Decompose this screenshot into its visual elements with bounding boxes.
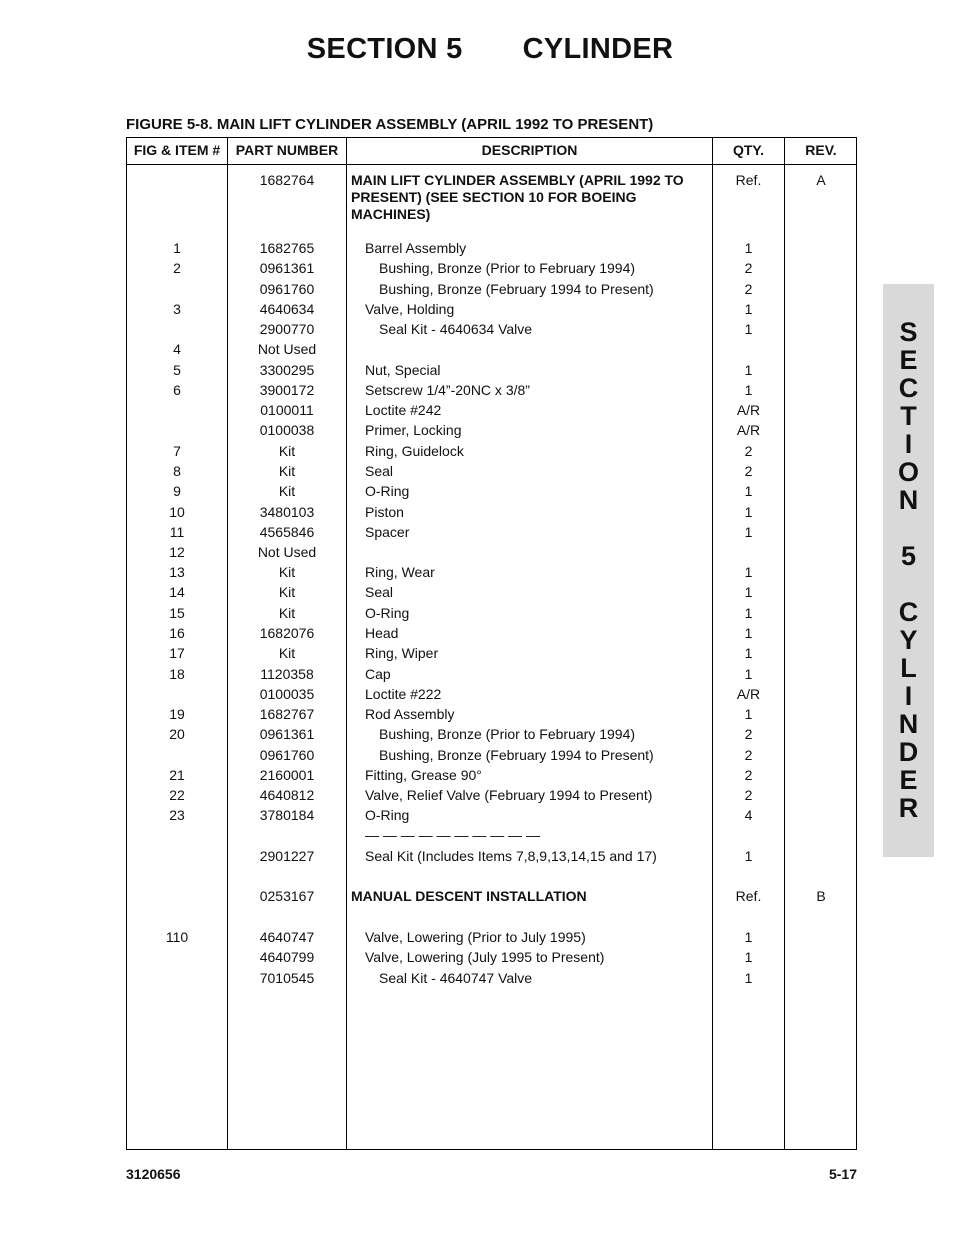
fig-item-cell: 3 <box>173 301 181 317</box>
qty-cell: 1 <box>744 970 753 986</box>
part-number-cell: Kit <box>278 463 296 479</box>
qty-cell: 1 <box>744 605 753 621</box>
side-tab-letter: S <box>899 317 918 347</box>
fig-item-cell: 23 <box>169 807 185 823</box>
qty-cell: 1 <box>744 929 753 945</box>
side-tab-letter: I <box>904 681 913 711</box>
doc-number: 3120656 <box>126 1166 181 1182</box>
fig-item-cell: 20 <box>169 726 185 742</box>
page-number: 5-17 <box>828 1166 857 1182</box>
part-number-cell: 1682767 <box>259 706 315 722</box>
side-tab-letter: L <box>900 653 917 683</box>
part-number-cell: 0961760 <box>259 281 315 297</box>
part-number-cell: 4565846 <box>259 524 315 540</box>
part-number-cell: 3300295 <box>259 362 315 378</box>
side-tab-letter: C <box>898 597 919 627</box>
table-row <box>127 504 856 524</box>
side-tab-letter: E <box>899 765 918 795</box>
part-number-cell: 0961361 <box>259 726 315 742</box>
part-number-cell: 0253167 <box>259 888 315 904</box>
table-row <box>127 402 856 422</box>
qty-cell: 1 <box>744 362 753 378</box>
description-cell: Seal Kit - 4640747 Valve <box>379 970 533 986</box>
fig-item-cell: 11 <box>169 524 185 540</box>
qty-cell: 1 <box>744 382 753 398</box>
description-cell: — — — — — — — — — — <box>365 827 541 843</box>
part-number-cell: 4640812 <box>259 787 315 803</box>
part-number-cell: 3480103 <box>259 504 315 520</box>
qty-cell: 4 <box>744 807 753 823</box>
part-number-cell: 4640747 <box>259 929 315 945</box>
description-cell: Seal <box>365 463 394 479</box>
qty-cell: 1 <box>744 301 753 317</box>
qty-cell: 2 <box>744 281 753 297</box>
description-cell: Valve, Lowering (Prior to July 1995) <box>365 929 586 945</box>
table-row <box>127 240 856 260</box>
description-cell: Barrel Assembly <box>365 240 467 256</box>
part-number-cell: 0100011 <box>260 402 314 418</box>
table-row <box>127 382 856 402</box>
description-cell: Setscrew 1/4”-20NC x 3/8” <box>365 382 530 398</box>
fig-item-cell: 8 <box>173 463 181 479</box>
table-row <box>127 767 856 787</box>
table-row <box>127 888 856 908</box>
table-row <box>127 605 856 625</box>
description-cell: Nut, Special <box>365 362 441 378</box>
figure-title: FIGURE 5-8. MAIN LIFT CYLINDER ASSEMBLY (APRIL 1992 TO PRESENT) <box>126 116 654 133</box>
description-cell: Rod Assembly <box>365 706 455 722</box>
qty-cell: 2 <box>744 767 753 783</box>
header-rev: REV. <box>805 142 837 158</box>
header-description: DESCRIPTION <box>481 142 578 158</box>
part-number-cell: Kit <box>278 605 296 621</box>
description-cell: Ring, Wear <box>365 564 435 580</box>
description-cell: Seal Kit (Includes Items 7,8,9,13,14,15 and 17) <box>365 848 657 864</box>
table-row <box>127 544 856 564</box>
description-cell: O-Ring <box>365 807 410 823</box>
header-fig-item: FIG & ITEM # <box>133 142 221 158</box>
table-row <box>127 524 856 544</box>
qty-cell: 1 <box>744 666 753 682</box>
fig-item-cell: 14 <box>169 584 185 600</box>
table-row <box>127 645 856 665</box>
description-cell: Fitting, Grease 90° <box>365 767 482 783</box>
part-number-cell: 4640799 <box>259 949 315 965</box>
description-cell: Ring, Guidelock <box>365 443 464 459</box>
fig-item-cell: 9 <box>173 483 181 499</box>
part-number-cell: 2901227 <box>259 848 315 864</box>
part-number-cell: Not Used <box>257 544 317 560</box>
fig-item-cell: 7 <box>173 443 181 459</box>
qty-cell: 1 <box>744 584 753 600</box>
qty-cell: Ref. <box>735 172 762 188</box>
qty-cell: 2 <box>744 463 753 479</box>
qty-cell: 1 <box>744 483 753 499</box>
part-number-cell: Not Used <box>257 341 317 357</box>
table-row <box>127 726 856 746</box>
fig-item-cell: 5 <box>173 362 181 378</box>
table-row <box>127 848 856 868</box>
description-cell: Seal <box>365 584 394 600</box>
fig-item-cell: 22 <box>169 787 185 803</box>
fig-item-cell: 15 <box>169 605 185 621</box>
fig-item-cell: 2 <box>173 260 181 276</box>
fig-item-cell: 110 <box>165 929 189 945</box>
description-cell: Loctite #242 <box>365 402 442 418</box>
part-number-cell: 3780184 <box>259 807 315 823</box>
part-number-cell: 2900770 <box>259 321 315 337</box>
side-tab-letter: T <box>900 401 917 431</box>
fig-item-cell: 16 <box>169 625 185 641</box>
description-cell: Ring, Wiper <box>365 645 439 661</box>
description-cell: Bushing, Bronze (February 1994 to Present) <box>379 747 654 763</box>
table-row <box>127 172 856 222</box>
qty-cell: 1 <box>744 321 753 337</box>
qty-cell: 1 <box>744 524 753 540</box>
qty-cell: 1 <box>744 848 753 864</box>
table-row <box>127 422 856 442</box>
section-side-tab <box>883 284 934 857</box>
table-row <box>127 483 856 503</box>
fig-item-cell: 21 <box>169 767 185 783</box>
part-number-cell: 0100038 <box>259 422 315 438</box>
qty-cell: Ref. <box>735 888 762 904</box>
table-row <box>127 443 856 463</box>
fig-item-cell: 12 <box>169 544 185 560</box>
description-cell: Primer, Locking <box>365 422 462 438</box>
header-part-number: PART NUMBER <box>235 142 339 158</box>
description-cell: Piston <box>365 504 404 520</box>
qty-cell: 1 <box>744 706 753 722</box>
table-row <box>127 341 856 361</box>
table-row <box>127 625 856 645</box>
table-row <box>127 260 856 280</box>
qty-cell: 1 <box>744 949 753 965</box>
part-number-cell: 0100035 <box>259 686 315 702</box>
part-number-cell: 2160001 <box>259 767 315 783</box>
description-cell: Valve, Relief Valve (February 1994 to Present) <box>365 787 653 803</box>
table-row <box>127 949 856 969</box>
parts-table <box>126 137 857 1150</box>
qty-cell: 1 <box>744 504 753 520</box>
fig-item-cell: 13 <box>169 564 185 580</box>
qty-cell: 2 <box>744 787 753 803</box>
table-row <box>127 362 856 382</box>
side-tab-letter <box>883 570 934 598</box>
side-tab-letter: C <box>898 373 919 403</box>
part-number-cell: 7010545 <box>259 970 315 986</box>
description-cell: Head <box>365 625 399 641</box>
description-cell: Bushing, Bronze (Prior to February 1994) <box>379 260 636 276</box>
fig-item-cell: 10 <box>169 504 185 520</box>
table-row <box>127 747 856 767</box>
table-row <box>127 584 856 604</box>
fig-item-cell: 17 <box>169 645 185 661</box>
part-number-cell: Kit <box>278 584 296 600</box>
fig-item-cell: 19 <box>169 706 185 722</box>
side-tab-letter: Y <box>899 625 918 655</box>
part-number-cell: Kit <box>278 645 296 661</box>
description-cell: Seal Kit - 4640634 Valve <box>379 321 533 337</box>
qty-cell: A/R <box>736 686 761 702</box>
part-number-cell: Kit <box>278 564 296 580</box>
part-number-cell: Kit <box>278 443 296 459</box>
fig-item-cell: 18 <box>169 666 185 682</box>
part-number-cell: 1682076 <box>259 625 315 641</box>
fig-item-cell: 6 <box>173 382 181 398</box>
part-number-cell: 1120358 <box>260 666 314 682</box>
table-row <box>127 929 856 949</box>
rev-cell: A <box>816 172 826 188</box>
table-row <box>127 686 856 706</box>
part-number-cell: 0961760 <box>259 747 315 763</box>
qty-cell: 1 <box>744 645 753 661</box>
table-row <box>127 787 856 807</box>
qty-cell: A/R <box>736 422 761 438</box>
section-label: SECTION 5 <box>306 33 463 65</box>
description-cell: MANUAL DESCENT INSTALLATION <box>351 888 587 904</box>
side-tab-letter: E <box>899 345 918 375</box>
part-number-cell: 0961361 <box>259 260 315 276</box>
table-row <box>127 807 856 827</box>
qty-cell: 2 <box>744 747 753 763</box>
table-row <box>127 463 856 483</box>
qty-cell: 1 <box>744 564 753 580</box>
qty-cell: 1 <box>744 240 753 256</box>
table-row <box>127 564 856 584</box>
fig-item-cell: 1 <box>173 240 181 256</box>
table-row <box>127 666 856 686</box>
side-tab-letter: N <box>898 485 919 515</box>
description-cell: Loctite #222 <box>365 686 442 702</box>
description-cell: Bushing, Bronze (February 1994 to Present) <box>379 281 654 297</box>
qty-cell: A/R <box>736 402 761 418</box>
table-row <box>127 827 856 847</box>
header-qty: QTY. <box>732 142 765 158</box>
table-row <box>127 281 856 301</box>
qty-cell: 2 <box>744 260 753 276</box>
fig-item-cell: 4 <box>173 341 181 357</box>
part-number-cell: 1682764 <box>259 172 315 188</box>
description-cell: O-Ring <box>365 483 410 499</box>
description-cell: Bushing, Bronze (Prior to February 1994) <box>379 726 636 742</box>
table-row <box>127 970 856 990</box>
description-cell: Spacer <box>365 524 410 540</box>
header-divider <box>127 164 856 165</box>
side-tab-letter: D <box>898 737 919 767</box>
qty-cell: 2 <box>744 443 753 459</box>
description-cell: O-Ring <box>365 605 410 621</box>
side-tab-letter <box>883 514 934 542</box>
qty-cell: 2 <box>744 726 753 742</box>
rev-cell: B <box>816 888 826 904</box>
table-row <box>127 321 856 341</box>
side-tab-letter: N <box>898 709 919 739</box>
section-name: CYLINDER <box>522 33 674 65</box>
description-cell: Valve, Holding <box>365 301 455 317</box>
side-tab-letters <box>883 284 934 822</box>
description-cell: Cap <box>365 666 391 682</box>
table-row <box>127 706 856 726</box>
table-row <box>127 301 856 321</box>
part-number-cell: 4640634 <box>259 301 315 317</box>
description-cell: Valve, Lowering (July 1995 to Present) <box>365 949 605 965</box>
side-tab-letter: R <box>898 793 919 823</box>
side-tab-letter: O <box>897 457 919 487</box>
part-number-cell: 3900172 <box>259 382 315 398</box>
side-tab-letter: I <box>904 429 913 459</box>
page-title <box>0 33 954 66</box>
description-cell: MAIN LIFT CYLINDER ASSEMBLY (APRIL 1992 TO PRESENT) (SEE SECTION 10 FOR BOEING MACHINES) <box>351 172 684 222</box>
qty-cell: 1 <box>744 625 753 641</box>
part-number-cell: 1682765 <box>259 240 315 256</box>
part-number-cell: Kit <box>278 483 296 499</box>
side-tab-letter: 5 <box>900 541 917 571</box>
